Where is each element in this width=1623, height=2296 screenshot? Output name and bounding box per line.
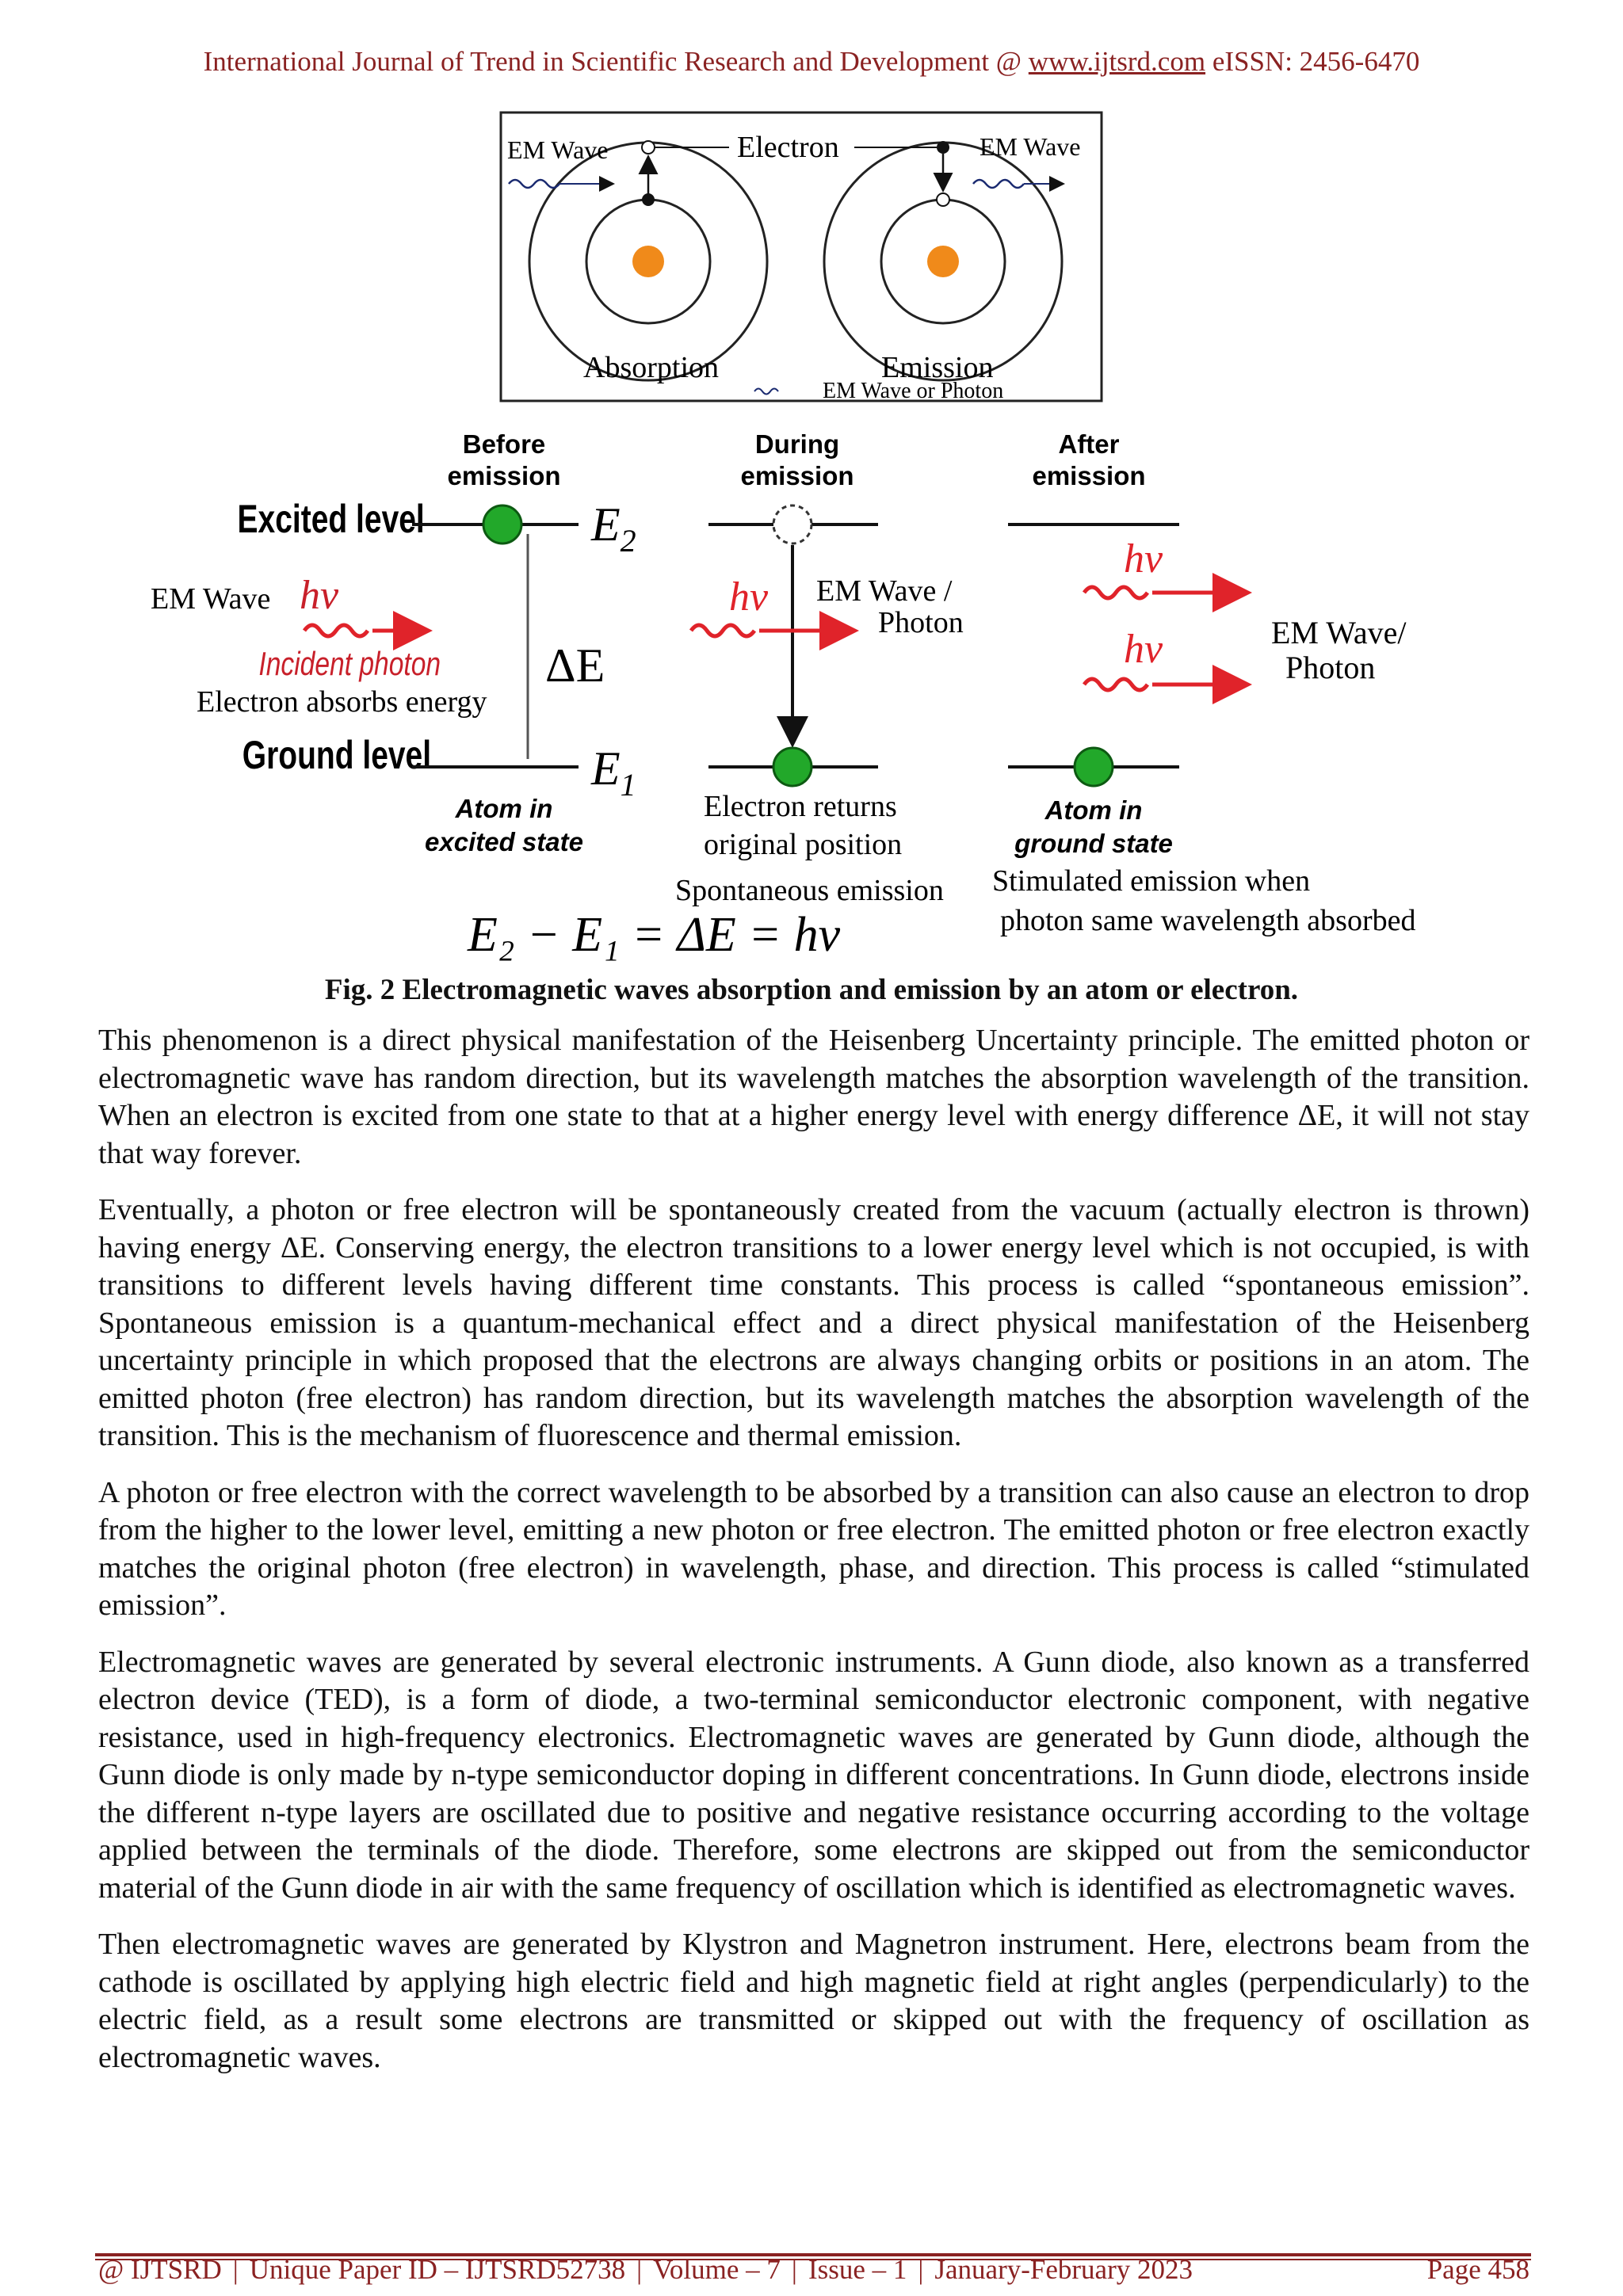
em-wave-photon-mid-line2: Photon (878, 606, 964, 639)
electron-returns-line1: Electron returns (704, 790, 897, 823)
atom-excited-line2: excited state (425, 827, 583, 856)
energy-level-panel (151, 429, 1415, 962)
paragraph: Electromagnetic waves are generated by several electronic instruments. A Gunn diode, also known as a transferred electron device (TED), is a form of diode, a two-terminal semiconductor electronic component, with negative resistance, used in high-frequency electronics. Electromagnetic waves are generated by Gunn diode, although the Gunn diode is only made by n-type semiconductor doping in different concentrations. In Gunn diode, electrons inside the different n-type layers are oscillated due to positive and negative resistance occurring according to the voltage applied between the terminals of the diode. Therefore, some electrons are skipped out from the semiconductor material of the Gunn diode in air with the same frequency of oscillation which is identified as electromagnetic waves. (98, 1645, 1529, 1905)
after-emission-line1: After (1058, 429, 1120, 459)
emission-label: Emission (881, 351, 994, 384)
after-photon-top-squiggle (1084, 587, 1148, 598)
legend-label: EM Wave or Photon (823, 379, 1004, 403)
emission-nucleus (927, 246, 959, 277)
atom-ground-line1: Atom in (1044, 795, 1143, 825)
em-wave-photon-right-line1: EM Wave/ (1271, 615, 1407, 650)
em-wave-right-label: EM Wave (980, 132, 1081, 161)
during-emission-line2: emission (740, 461, 854, 490)
header-url-link[interactable]: www.ijtsrd.com (1028, 46, 1206, 77)
col3-electron-ground (1075, 748, 1113, 786)
em-wave-hv-label: EM Wave (151, 582, 271, 616)
electron-returns-line2: original position (704, 828, 903, 861)
hv-after-top-label: hν (1124, 536, 1163, 582)
hv-after-bottom-label: hν (1124, 627, 1163, 672)
spontaneous-emission-label: Spontaneous emission (675, 874, 944, 907)
after-emission-line2: emission (1032, 461, 1146, 490)
incident-photon-label: Incident photon (258, 646, 441, 683)
paragraph: Then electromagnetic waves are generated by Klystron and Magnetron instrument. Here, electrons beam from the cathode is oscillated by applying high electric field and high magnetic field at right angles (perpendicularly) to the electric field, as a result some electrons are transmitted or skipped out with the frequency of oscillation as electromagnetic waves. (98, 1928, 1529, 2074)
hv-mid-label: hν (729, 574, 769, 620)
atom-ground-line2: ground state (1014, 829, 1173, 858)
absorption-nucleus (632, 246, 664, 277)
footer-volume: Volume – 7 (653, 2254, 781, 2285)
stimulated-emission-line2: photon same wavelength absorbed (1000, 904, 1416, 937)
during-emission-line1: During (754, 429, 840, 459)
footer-issue: Issue – 1 (808, 2254, 907, 2285)
mid-photon-squiggle (691, 625, 754, 636)
stimulated-emission-line1: Stimulated emission when (992, 864, 1311, 898)
atom-excited-line1: Atom in (455, 794, 553, 823)
e2-label: $E_2$ (591, 498, 636, 559)
col1-electron-excited (483, 505, 521, 543)
electron-absorbs-energy-label: Electron absorbs energy (197, 685, 487, 719)
delta-e-label: ΔE (545, 639, 605, 692)
figure-caption: Fig. 2 Electromagnetic waves absorption and emission by an atom or electron. (324, 974, 1299, 1006)
paragraph: Eventually, a photon or free electron will be spontaneously created from the vacuum (actually electron is thrown) having energy ΔE. Conserving energy, the electron transitions to a lower energy level which is not occupied, is with transitions to different levels having different time constants. This process is called “spontaneous emission”. Spontaneous emission is a quantum-mechanical effect and a direct physical manifestation of the Heisenberg uncertainty principle in which proposed that the electrons are always changing orbits or positions in an atom. The emitted photon (free electron) has random direction, but its wavelength matches the absorption wavelength of the transition. This is the mechanism of fluorescence and thermal emission. (98, 1193, 1529, 1452)
header-prefix: International Journal of Trend in Scientific Research and Development @ (203, 46, 1029, 77)
absorption-label: Absorption (583, 351, 719, 384)
incident-photon-squiggle (304, 625, 368, 636)
emission-electron-upper (937, 141, 949, 154)
ground-level-label: Ground level (242, 732, 432, 778)
after-photon-bottom-squiggle (1084, 679, 1148, 690)
page-footer (98, 2255, 1529, 2285)
header-suffix: eISSN: 2456-6470 (1205, 46, 1420, 77)
excited-level-label: Excited level (237, 496, 425, 542)
figure-2 (111, 111, 1514, 967)
atom-panel (501, 113, 1102, 403)
paragraph: A photon or free electron with the correct wavelength to be absorbed by a transition can also cause an electron to drop from the higher to the lower level, emitting a new photon or free electron. The emitted photon or free electron exactly matches the original photon (free electron) in wavelength, phase, and direction. This process is called “stimulated emission”. (98, 1475, 1529, 1622)
footer-journal: @ IJTSRD | Unique Paper ID – IJTSRD52738 | Volume – 7 | Issue – 1 | January-February 2023 (98, 2254, 1193, 2285)
em-wave-photon-right-line2: Photon (1285, 650, 1376, 685)
paragraph: This phenomenon is a direct physical manifestation of the Heisenberg Uncertainty principle. The emitted photon or electromagnetic wave has random direction, but its wavelength matches the absorption wavelength of the transition. When an electron is excited from one state to that at a higher energy level with energy difference ΔE, it will not stay that way forever. (98, 1024, 1529, 1170)
em-wave-left-label: EM Wave (507, 135, 609, 164)
em-wave-photon-mid-line1: EM Wave / (816, 574, 953, 608)
footer-paper-id: Unique Paper ID – IJTSRD52738 (249, 2254, 626, 2285)
body-text (98, 1022, 1529, 2096)
footer-date: January-February 2023 (934, 2254, 1193, 2285)
emission-electron-lower (937, 193, 949, 206)
energy-equation: E₂ − E₁ = ΔE = hν (468, 908, 841, 962)
electron-label: Electron (737, 131, 839, 164)
hv-incident-label: hν (300, 573, 339, 618)
col2-electron-ground (773, 748, 812, 786)
footer-page-number: Page 458 (1426, 2254, 1529, 2285)
col2-electron-vacated (773, 505, 812, 543)
absorption-electron-lower (642, 193, 655, 206)
running-header (0, 46, 1623, 78)
e1-label: $E_1$ (591, 742, 636, 803)
before-emission-line2: emission (447, 461, 561, 490)
absorption-electron-upper (642, 141, 655, 154)
before-emission-line1: Before (462, 429, 546, 459)
